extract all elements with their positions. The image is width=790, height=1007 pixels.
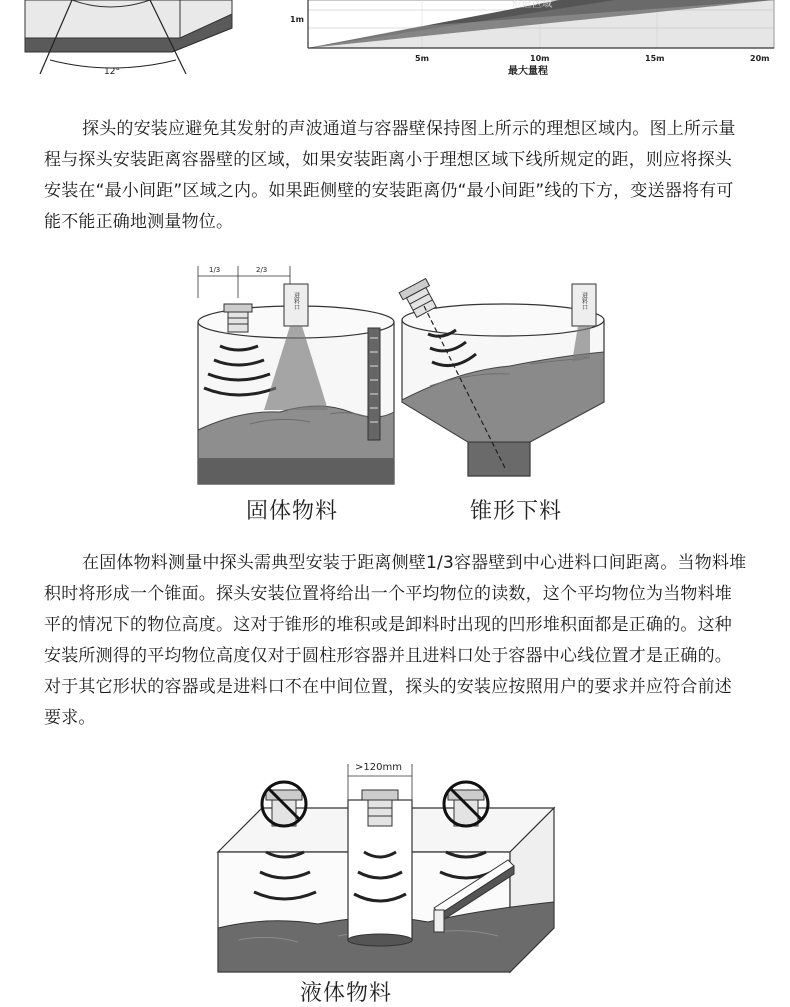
dim-two-thirds: 2/3 bbox=[256, 266, 268, 274]
x-tick-10m: 10m bbox=[530, 54, 550, 63]
paragraph-solid-measurement bbox=[44, 548, 748, 734]
dim-one-third: 1/3 bbox=[209, 266, 221, 274]
x-tick-20m: 20m bbox=[750, 54, 770, 63]
caption-conical-discharge: 锥形下料 bbox=[470, 499, 563, 524]
dimension-label: >120mm bbox=[355, 762, 402, 773]
y-tick-1m: 1m bbox=[290, 15, 304, 24]
paragraph-probe-placement bbox=[44, 114, 748, 238]
x-axis-label: 最大量程 bbox=[508, 66, 548, 77]
angle-label: 12° bbox=[104, 67, 120, 77]
caption-solid-material: 固体物料 bbox=[246, 499, 339, 524]
inlet-label-left: 进料口 bbox=[292, 292, 300, 310]
x-tick-5m: 5m bbox=[415, 54, 429, 63]
paragraph-1-text: 探头的安装应避免其发射的声波通道与容器壁保持图上所示的理想区域内。图上所示量程与探头安装距离容器壁的区域，如果安装距离小于理想区域下线所规定的距，则应将探头安装在“最小间距”区域之内。如果距侧壁的安装距离仍“最小间距”线的下方，变送器将有可能不能正确地测量物位。 bbox=[44, 119, 736, 232]
figure-liquid bbox=[208, 760, 568, 976]
band-label: 危险区域 bbox=[512, 0, 552, 10]
caption-liquid-material: 液体物料 bbox=[300, 981, 393, 1006]
conical-tank bbox=[399, 279, 604, 476]
inlet-label-right: 进料口 bbox=[580, 292, 588, 310]
x-tick-15m: 15m bbox=[645, 54, 665, 63]
tank-slab bbox=[25, 0, 232, 74]
top-figure bbox=[0, 0, 790, 90]
figure-solid-conical bbox=[180, 262, 620, 492]
paragraph-2-text: 在固体物料测量中探头需典型安装于距离侧壁1/3容器壁到中心进料口间距离。当物料堆积时将形成一个锥面。探头安装位置将给出一个平均物位的读数，这个平均物位为当物料堆平的情况下的物位高度。这对于锥形的堆积或是卸料时出现的凹形堆积面都是正确的。这种安装所测得的平均物位高度仅对于圆柱形容器并且进料口处于容器中心线位置才是正确的。对于其它形状的容器或是进料口不在中间位置，探头的安装应按照用户的要求并应符合前述要求。 bbox=[44, 553, 747, 728]
